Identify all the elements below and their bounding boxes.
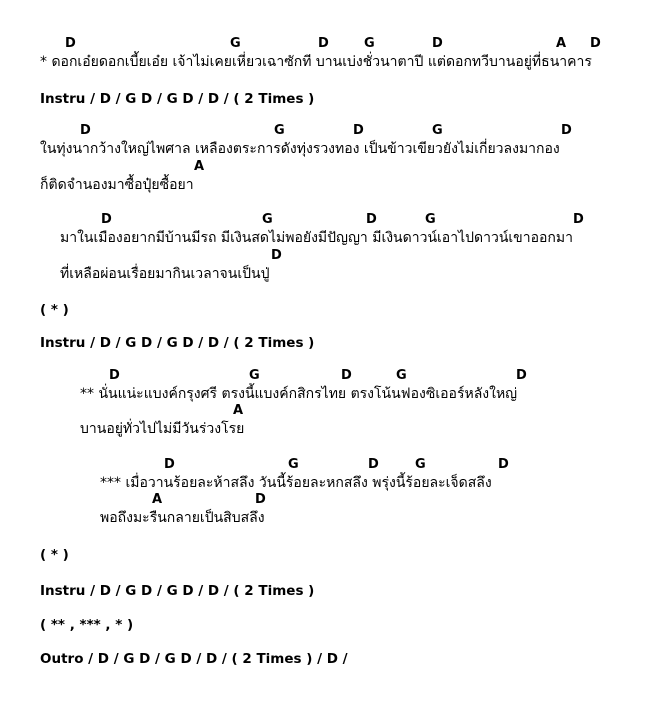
chord-label: A	[556, 36, 567, 51]
chord-label: D	[341, 368, 352, 383]
lyric-line: ** นั่นแน่ะแบงค์กรุงศรี ตรงนี้แบงค์กสิกรไทย ตรงโน้นฟองซิเออร์หลังใหญ่	[80, 386, 518, 402]
chord-label: G	[425, 212, 436, 227]
chord-label: G	[249, 368, 260, 383]
chord-label: D	[368, 457, 379, 472]
lyric-line: ในทุ่งนากว้างใหญ่ไพศาล เหลืองตระการดังทุ่งรวงทอง เป็นข้าวเขียวยังไม่เกี่ยวลงมากอง	[40, 141, 560, 157]
section-line: Instru / D / G D / G D / D / ( 2 Times )	[40, 91, 315, 107]
chord-label: G	[432, 123, 443, 138]
section-line: ( ** , *** , * )	[40, 617, 134, 633]
section-line: Instru / D / G D / G D / D / ( 2 Times )	[40, 583, 315, 599]
chord-label: D	[109, 368, 120, 383]
lyric-line: พอถึงมะรืนกลายเป็นสิบสลึง	[100, 510, 265, 526]
chord-label: D	[271, 248, 282, 263]
chord-label: G	[415, 457, 426, 472]
lyric-line: ก็ติดจำนองมาซื้อปุ๋ยซื้อยา	[40, 177, 194, 193]
chord-label: D	[164, 457, 175, 472]
chord-label: D	[255, 492, 266, 507]
chord-label: D	[432, 36, 443, 51]
chord-label: A	[152, 492, 163, 507]
lyric-line: * ดอกเอ๋ยดอกเบี้ยเอ๋ย เจ้าไม่เคยเหี่ยวเฉาซักที บานเบ่งชั่วนาตาปี แต่ดอกทวีบานอยู่ที่ธนาคาร	[40, 54, 592, 70]
chord-label: G	[274, 123, 285, 138]
section-line: ( * )	[40, 547, 69, 563]
lyric-line: บานอยู่ทั่วไปไม่มีวันร่วงโรย	[80, 421, 245, 437]
chord-label: D	[65, 36, 76, 51]
lyric-line: มาในเมืองอยากมีบ้านมีรถ มีเงินสดไม่พอยังมีปัญญา มีเงินดาวน์เอาไปดาวน์เขาออกมา	[60, 230, 573, 246]
lyric-line: ที่เหลือผ่อนเรื่อยมากินเวลาจนเป็นปู่	[60, 266, 270, 282]
chord-label: D	[590, 36, 601, 51]
section-line: ( * )	[40, 302, 69, 318]
chord-label: G	[288, 457, 299, 472]
chord-label: G	[230, 36, 241, 51]
lyric-line: *** เมื่อวานร้อยละห้าสลึง วันนี้ร้อยละหกสลึง พรุ่งนี้ร้อยละเจ็ดสลึง	[100, 475, 492, 491]
chord-label: D	[366, 212, 377, 227]
chord-label: G	[396, 368, 407, 383]
chord-label: D	[573, 212, 584, 227]
chord-label: D	[318, 36, 329, 51]
chord-label: D	[516, 368, 527, 383]
chord-label: A	[194, 159, 205, 174]
chord-label: D	[101, 212, 112, 227]
section-line: Instru / D / G D / G D / D / ( 2 Times )	[40, 335, 315, 351]
chord-label: D	[561, 123, 572, 138]
chord-label: A	[233, 403, 244, 418]
chord-label: D	[80, 123, 91, 138]
chord-label: D	[353, 123, 364, 138]
section-line: Outro / D / G D / G D / D / ( 2 Times ) / D /	[40, 651, 348, 667]
chord-label: D	[498, 457, 509, 472]
chord-label: G	[262, 212, 273, 227]
chord-label: G	[364, 36, 375, 51]
